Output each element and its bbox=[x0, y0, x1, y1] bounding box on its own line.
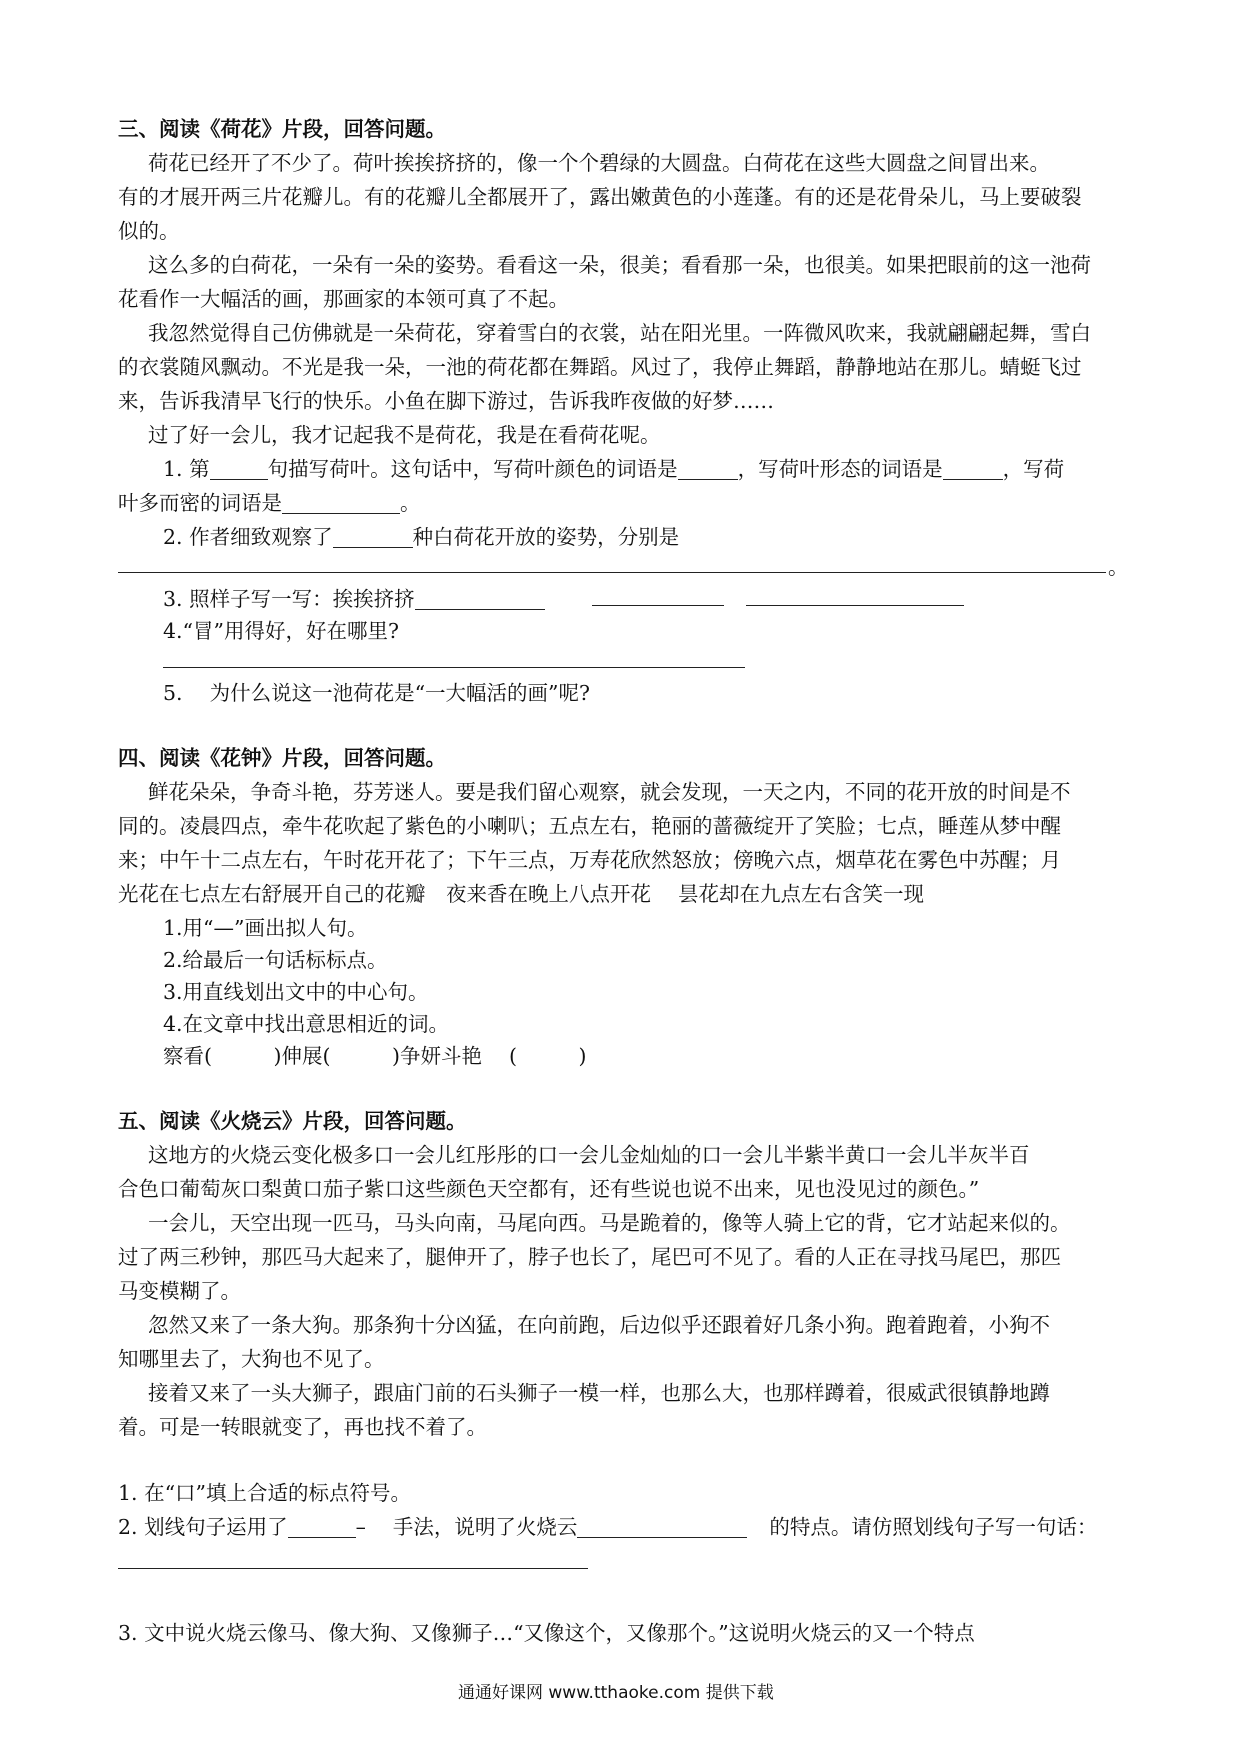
answer-blank[interactable] bbox=[678, 457, 738, 480]
s5-paragraph-line: 一会儿，天空出现一匹马，马头向南，马尾向西。马是跪着的，像等人骑上它的背，它才站起来似的。 bbox=[148, 1211, 1071, 1235]
question-text: ，写荷叶形态的词语是 bbox=[737, 457, 943, 481]
question-text: 3. 照样子写一写：挨挨挤挤 bbox=[163, 587, 415, 611]
answer-line[interactable] bbox=[118, 1568, 588, 1569]
s3-paragraph-line: 似的。 bbox=[118, 219, 180, 243]
s5-paragraph-line: 这地方的火烧云变化极多口一会儿红彤彤的口一会儿金灿灿的口一会儿半紫半黄口一会儿半灰半百 bbox=[148, 1143, 1030, 1167]
s5-paragraph-line: 知哪里去了，大狗也不见了。 bbox=[118, 1347, 385, 1371]
section-3-heading: 三、阅读《荷花》片段，回答问题。 bbox=[118, 117, 446, 141]
s3-question-5: 5. 为什么说这一池荷花是“一大幅活的画”呢? bbox=[163, 681, 591, 705]
s5-paragraph-line: 接着又来了一头大狮子，跟庙门前的石头狮子一模一样，也那么大，也那样蹲着，很威武很镇静地蹲 bbox=[148, 1381, 1050, 1405]
answer-blank[interactable] bbox=[577, 1515, 747, 1538]
question-text: ，写荷 bbox=[1002, 457, 1065, 481]
s4-paragraph-line: 来；中午十二点左右，午时花开花了；下午三点，万寿花欣然怒放；傍晚六点，烟草花在雾色中苏醒；月 bbox=[118, 848, 1061, 872]
s5-question-2 bbox=[118, 1510, 1097, 1544]
s4-paragraph-line: 同的。凌晨四点，牵牛花吹起了紫色的小喇叭；五点左右，艳丽的蔷薇绽开了笑脸；七点，睡莲从梦中醒 bbox=[118, 814, 1061, 838]
s5-paragraph-line: 合色口葡萄灰口梨黄口茄子紫口这些颜色天空都有，还有些说也说不出来，见也没见过的颜色。” bbox=[118, 1177, 980, 1201]
s5-paragraph-line: 马变模糊了。 bbox=[118, 1279, 241, 1303]
s3-question-1 bbox=[163, 452, 1064, 486]
question-text: 句描写荷叶。这句话中，写荷叶颜色的词语是 bbox=[267, 457, 678, 481]
s3-paragraph-line: 我忽然觉得自己仿佛就是一朵荷花，穿着雪白的衣裳，站在阳光里。一阵微风吹来，我就翩翩起舞，雪白 bbox=[148, 321, 1091, 345]
answer-blank[interactable] bbox=[210, 457, 268, 480]
s5-paragraph-line: 过了两三秒钟，那匹马大起来了，腿伸开了，脖子也长了，尾巴可不见了。看的人正在寻找马尾巴，那匹 bbox=[118, 1245, 1061, 1269]
s4-question: 1.用“—”画出拟人句。 bbox=[163, 916, 368, 940]
answer-blank[interactable] bbox=[333, 525, 413, 548]
s3-question-2 bbox=[163, 520, 679, 554]
s4-paragraph-line: 光花在七点左右舒展开自己的花瓣 夜来香在晚上八点开花 昙花却在九点左右含笑一现 bbox=[118, 882, 925, 906]
s3-paragraph-line: 过了好一会儿，我才记起我不是荷花，我是在看荷花呢。 bbox=[148, 423, 661, 447]
section-5-heading: 五、阅读《火烧云》片段，回答问题。 bbox=[118, 1109, 467, 1133]
s5-paragraph-line: 忽然又来了一条大狗。那条狗十分凶猛，在向前跑，后边似乎还跟着好几条小狗。跑着跑着，小狗不 bbox=[148, 1313, 1050, 1337]
s5-question-3: 3. 文中说火烧云像马、像大狗、又像狮子…“又像这个，又像那个。”这说明火烧云的又一个特点 bbox=[118, 1621, 975, 1645]
s3-paragraph-line: 花看作一大幅活的画，那画家的本领可真了不起。 bbox=[118, 287, 569, 311]
answer-blank[interactable] bbox=[943, 457, 1003, 480]
question-text: 。 bbox=[400, 491, 421, 515]
answer-blank[interactable] bbox=[282, 491, 400, 514]
question-text: 2. 作者细致观察了 bbox=[163, 525, 333, 549]
period-mark: 。 bbox=[1108, 555, 1129, 579]
s3-question-3 bbox=[163, 582, 545, 616]
answer-line[interactable] bbox=[592, 605, 724, 606]
question-text: 叶多而密的词语是 bbox=[118, 491, 282, 515]
answer-line[interactable] bbox=[118, 572, 1106, 573]
s3-question-4: 4.“冒”用得好，好在哪里? bbox=[163, 619, 400, 643]
s4-paragraph-line: 鲜花朵朵，争奇斗艳，芬芳迷人。要是我们留心观察，就会发现，一天之内，不同的花开放的时间是不 bbox=[148, 780, 1071, 804]
s4-question: 4.在文章中找出意思相近的词。 bbox=[163, 1012, 450, 1036]
s5-question-1: 1. 在“口”填上合适的标点符号。 bbox=[118, 1481, 412, 1505]
question-text: 2. 划线句子运用了 bbox=[118, 1515, 288, 1539]
s4-answer-row[interactable]: 察看( )伸展( )争妍斗艳 ( ) bbox=[163, 1044, 587, 1068]
s4-question: 3.用直线划出文中的中心句。 bbox=[163, 980, 429, 1004]
answer-blank[interactable] bbox=[288, 1515, 356, 1538]
section-4-heading: 四、阅读《花钟》片段，回答问题。 bbox=[118, 746, 446, 770]
answer-blank[interactable] bbox=[415, 587, 545, 610]
answer-line[interactable] bbox=[163, 667, 745, 668]
s3-question-1-cont bbox=[118, 486, 421, 520]
question-text: 1. 第 bbox=[163, 457, 210, 481]
question-text: – 手法，说明了火烧云 bbox=[355, 1515, 578, 1539]
s3-paragraph-line: 的衣裳随风飘动。不光是我一朵，一池的荷花都在舞蹈。风过了，我停止舞蹈，静静地站在那儿。蜻蜓飞过 bbox=[118, 355, 1082, 379]
s4-question: 2.给最后一句话标标点。 bbox=[163, 948, 388, 972]
page-footer: 通通好课网 www.tthaoke.com 提供下载 bbox=[458, 1683, 774, 1703]
s3-paragraph-line: 这么多的白荷花，一朵有一朵的姿势。看看这一朵，很美；看看那一朵，也很美。如果把眼前的这一池荷 bbox=[148, 253, 1091, 277]
s3-paragraph-line: 有的才展开两三片花瓣儿。有的花瓣儿全都展开了，露出嫩黄色的小莲蓬。有的还是花骨朵儿，马上要破裂 bbox=[118, 185, 1082, 209]
s3-paragraph-line: 荷花已经开了不少了。荷叶挨挨挤挤的，像一个个碧绿的大圆盘。白荷花在这些大圆盘之间冒出来。 bbox=[148, 151, 1050, 175]
answer-line[interactable] bbox=[746, 605, 964, 606]
question-text: 种白荷花开放的姿势，分别是 bbox=[412, 525, 680, 549]
s3-paragraph-line: 来，告诉我清早飞行的快乐。小鱼在脚下游过，告诉我昨夜做的好梦…… bbox=[118, 389, 774, 413]
question-text: 的特点。请仿照划线句子写一句话： bbox=[769, 1515, 1098, 1539]
s5-paragraph-line: 着。可是一转眼就变了，再也找不着了。 bbox=[118, 1415, 487, 1439]
